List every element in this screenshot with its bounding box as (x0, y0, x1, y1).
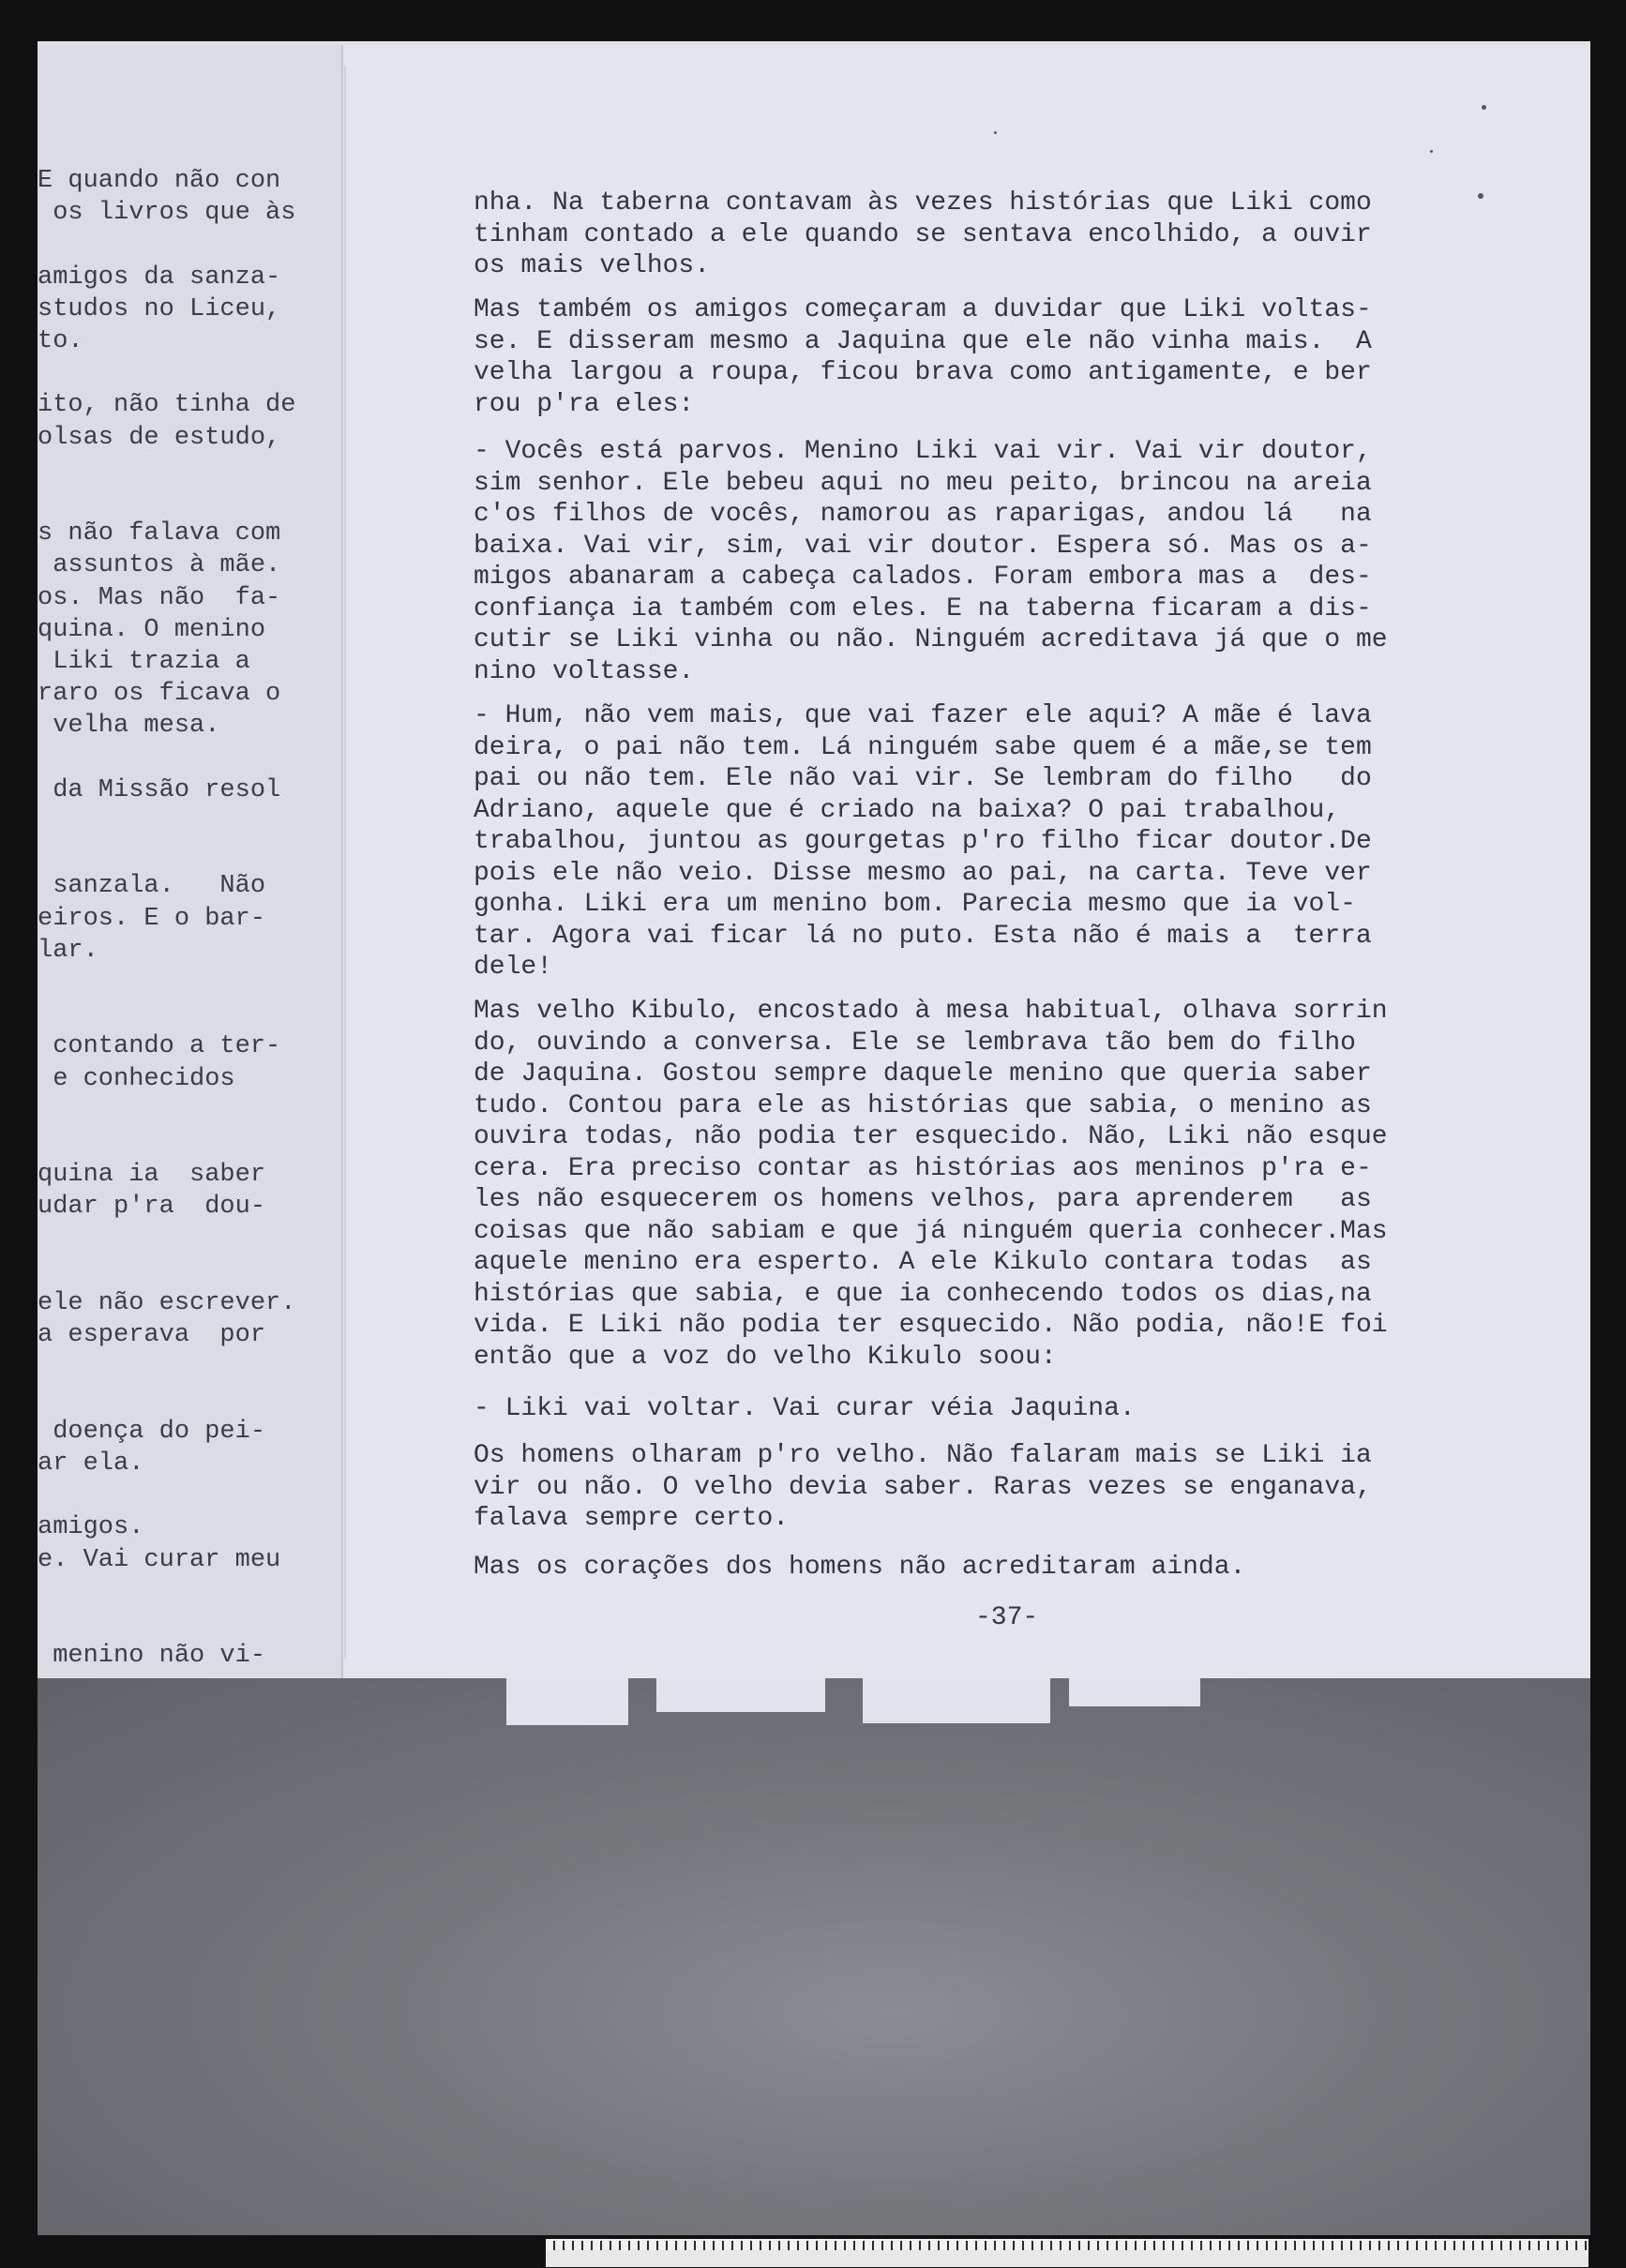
left-page-line: os livros que às (38, 199, 296, 228)
paragraph (474, 1393, 1468, 1425)
left-page-line: assuntos à mãe. (38, 551, 281, 580)
text-line: vir ou não. O velho devia saber. Raras vezes se enganava, (474, 1472, 1372, 1502)
left-page-line: os. Mas não fa- (38, 583, 281, 612)
left-page-line: to. (38, 327, 83, 355)
text-line: ouvira todas, não podia ter esquecido. Não, Liki não esque (474, 1122, 1388, 1151)
left-page-line: menino não vi- (38, 1642, 266, 1671)
text-line: cera. Era preciso contar as histórias aos meninos p'ra e- (474, 1153, 1372, 1183)
text-line: de Jaquina. Gostou sempre daquele menino que queria saber (474, 1059, 1372, 1089)
left-page-line: quina. O menino (38, 615, 266, 644)
text-line: então que a voz do velho Kikulo soou: (474, 1342, 1057, 1372)
text-line: pois ele não veio. Disse mesmo ao pai, na carta. Teve ver (474, 858, 1372, 888)
text-line: tudo. Contou para ele as histórias que sabia, o menino as (474, 1090, 1372, 1120)
left-page-line: olsas de estudo, (38, 423, 281, 452)
left-page-line: sanzala. Não (38, 872, 266, 901)
text-line: nha. Na taberna contavam às vezes histórias que Liki como (474, 188, 1372, 218)
torn-paper-edge (863, 1678, 1050, 1723)
left-page-line: eiros. E o bar- (38, 904, 266, 933)
left-page-line: a esperava por (38, 1321, 266, 1350)
text-line: Os homens olharam p'ro velho. Não falaram mais se Liki ia (474, 1441, 1372, 1470)
paragraph (474, 436, 1468, 687)
scan-speck (1478, 193, 1483, 199)
text-line: vida. E Liki não podia ter esquecido. Não podia, não!E foi (474, 1311, 1388, 1340)
text-line: - Liki vai voltar. Vai curar véia Jaquina. (474, 1394, 1136, 1423)
left-page-line: velha mesa. (38, 712, 220, 741)
text-line: - Vocês está parvos. Menino Liki vai vir. Vai vir doutor, (474, 437, 1372, 466)
left-page-line: doença do pei- (38, 1417, 266, 1446)
left-page-line: contando a ter- (38, 1032, 281, 1061)
left-page-line: e conhecidos (38, 1064, 235, 1093)
left-page-line: raro os ficava o (38, 680, 281, 709)
text-line: velha largou a roupa, ficou brava como antigamente, e ber (474, 358, 1372, 387)
left-page-line: udar p'ra dou- (38, 1193, 266, 1222)
text-line: migos abanaram a cabeça calados. Foram embora mas a des- (474, 563, 1372, 592)
text-line: Mas também os amigos começaram a duvidar que Liki voltas- (474, 295, 1372, 324)
paragraph (474, 996, 1468, 1373)
scan-shadow (38, 1678, 1590, 2235)
left-page-line: quina ia saber (38, 1161, 266, 1190)
text-line: histórias que sabia, e que ia conhecendo todos os dias,na (474, 1279, 1372, 1309)
torn-paper-edge (506, 1678, 628, 1725)
text-line: cutir se Liki vinha ou não. Ninguém acreditava já que o me (474, 625, 1388, 654)
left-page-line: e. Vai curar meu (38, 1545, 281, 1574)
text-line: les não esquecerem os homens velhos, para aprenderem as (474, 1185, 1372, 1214)
text-line: se. E disseram mesmo a Jaquina que ele não vinha mais. A (474, 326, 1372, 356)
text-line: confiança ia também com eles. E na taberna ficaram a dis- (474, 593, 1372, 623)
text-line: Mas velho Kibulo, encostado à mesa habitual, olhava sorrin (474, 997, 1388, 1026)
left-page-line: ele não escrever. (38, 1289, 296, 1317)
left-page-line: da Missão resol (38, 775, 281, 804)
page-fold (344, 66, 346, 1660)
text-line: baixa. Vai vir, sim, vai vir doutor. Espera só. Mas os a- (474, 531, 1372, 561)
text-line: c'os filhos de vocês, namorou as raparigas, andou lá na (474, 500, 1372, 529)
torn-paper-edge (656, 1678, 825, 1712)
torn-paper-edge (1069, 1678, 1200, 1706)
left-page-line: E quando não con (38, 167, 281, 195)
paragraph (474, 1552, 1468, 1584)
paragraph (474, 1440, 1468, 1535)
left-page-line: ar ela. (38, 1449, 144, 1478)
text-line: aquele menino era esperto. A ele Kikulo contara todas as (474, 1248, 1372, 1277)
text-line: do, ouvindo a conversa. Ele se lembrava tão bem do filho (474, 1028, 1356, 1058)
text-line: tinham contado a ele quando se sentava encolhido, a ouvir (474, 219, 1372, 249)
left-page-line: Liki trazia a (38, 648, 250, 676)
text-line: trabalhou, juntou as gourgetas p'ro filho ficar doutor.De (474, 827, 1372, 856)
text-line: Mas os corações dos homens não acreditaram ainda. (474, 1553, 1246, 1582)
paragraph (474, 700, 1468, 984)
text-line: gonha. Liki era um menino bom. Parecia mesmo que ia vol- (474, 890, 1356, 919)
left-page-line: lar. (38, 936, 98, 965)
text-line: rou p'ra eles: (474, 389, 695, 419)
text-line: Adriano, aquele que é criado na baixa? O pai trabalhou, (474, 795, 1341, 825)
text-line: pai ou não tem. Ele não vai vir. Se lembram do filho do (474, 764, 1372, 793)
scan-speck (994, 131, 997, 134)
scan-speck (1430, 150, 1433, 153)
left-page-line: s não falava com (38, 519, 281, 548)
left-facing-page (38, 45, 343, 1678)
text-line: sim senhor. Ele bebeu aqui no meu peito, brincou na areia (474, 468, 1372, 498)
text-line: deira, o pai não tem. Lá ninguém sabe quem é a mãe,se tem (474, 732, 1372, 762)
text-line: os mais velhos. (474, 251, 711, 280)
page-number: -37- (975, 1603, 1039, 1632)
left-page-line: ito, não tinha de (38, 391, 296, 420)
left-page-line: amigos da sanza- (38, 263, 281, 292)
left-page-line: amigos. (38, 1513, 144, 1542)
text-line: nino voltasse. (474, 656, 695, 686)
scan-speck (1482, 105, 1486, 110)
text-line: falava sempre certo. (474, 1504, 790, 1533)
text-line: tar. Agora vai ficar lá no puto. Esta não é mais a terra (474, 921, 1372, 951)
left-page-line: studos no Liceu, (38, 294, 281, 323)
paragraph (474, 188, 1468, 282)
text-line: dele! (474, 953, 553, 982)
text-line: coisas que não sabiam e que já ninguém queria conhecer.Mas (474, 1216, 1388, 1246)
paragraph (474, 294, 1468, 420)
scale-ruler (546, 2239, 1588, 2267)
text-line: - Hum, não vem mais, que vai fazer ele aqui? A mãe é lava (474, 701, 1372, 730)
